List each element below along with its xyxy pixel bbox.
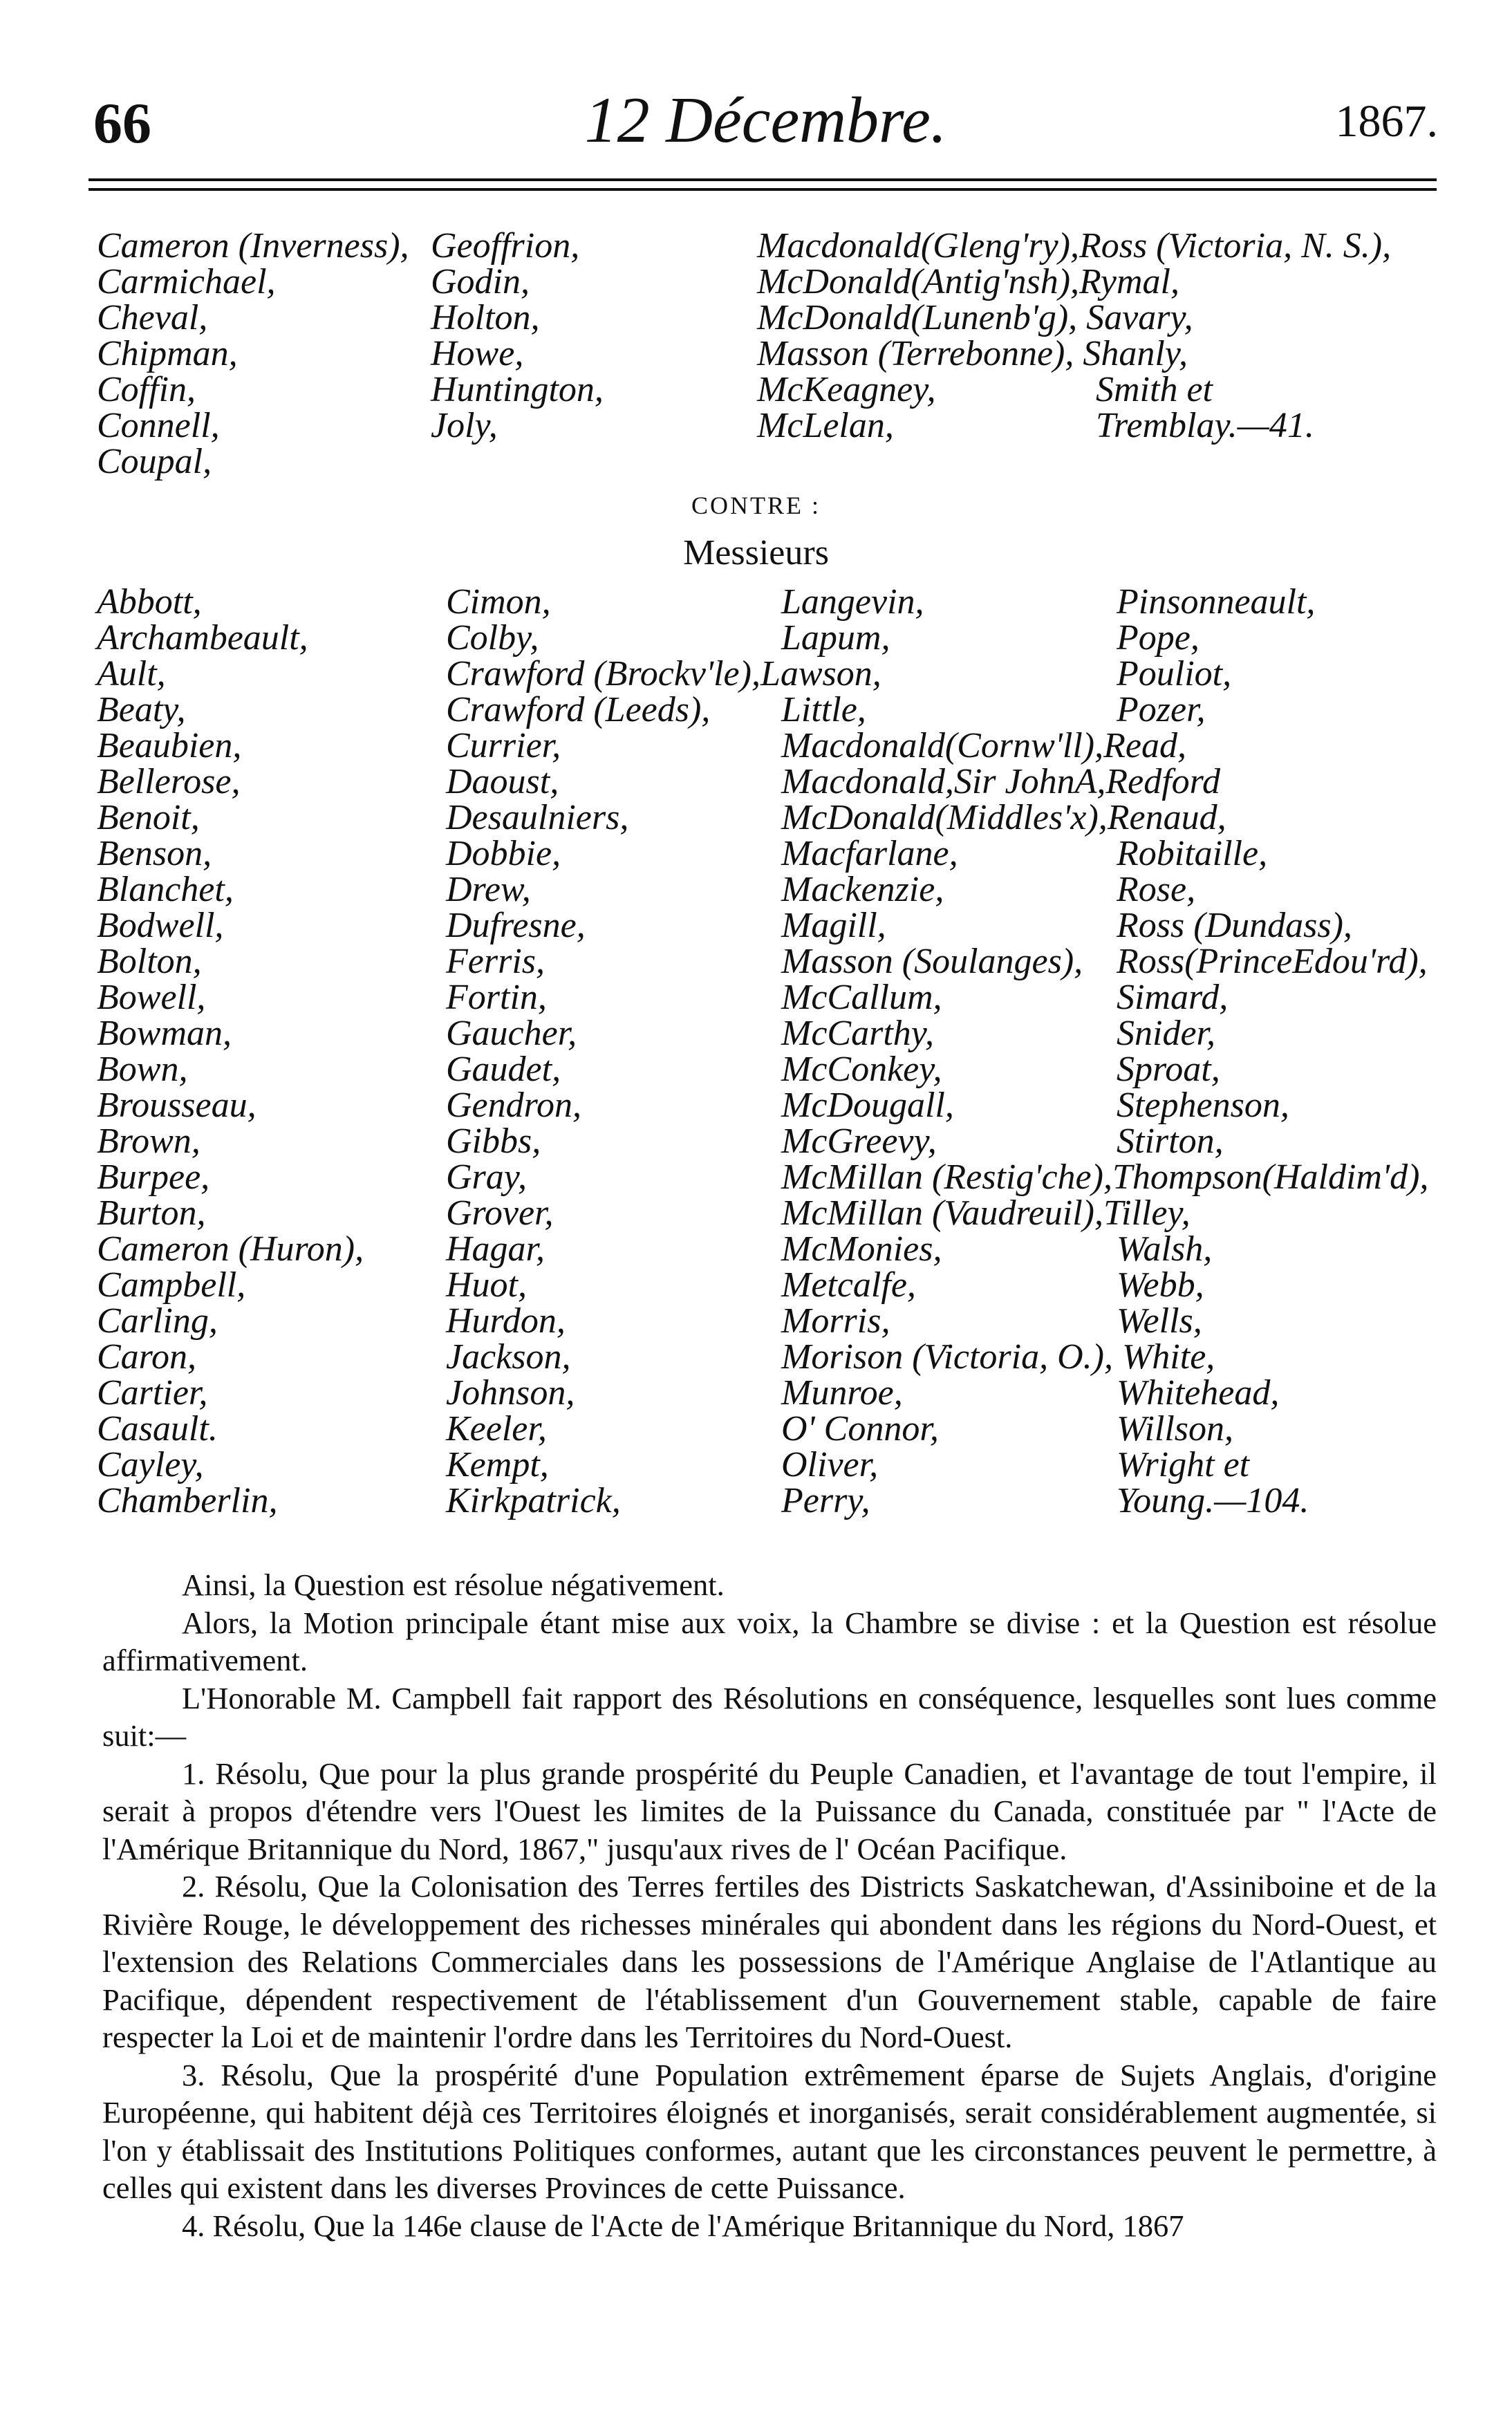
member-name: Snider,: [1117, 1014, 1215, 1053]
member-name: Magill,: [781, 906, 886, 945]
member-name: Willson,: [1117, 1409, 1234, 1449]
member-name: McDonald(Antig'nsh),Rymal,: [757, 262, 1179, 301]
member-name: Munroe,: [781, 1373, 903, 1413]
member-name: Chamberlin,: [97, 1481, 278, 1520]
member-name: Burpee,: [97, 1157, 210, 1197]
member-name: Bolton,: [97, 942, 202, 981]
member-name: Cayley,: [97, 1445, 204, 1484]
member-name: Rose,: [1117, 870, 1196, 909]
page-date: 12 Décembre.: [584, 84, 947, 156]
member-name: Oliver,: [781, 1445, 879, 1484]
member-name: Young.—104.: [1117, 1481, 1309, 1520]
member-name: Beaty,: [97, 690, 186, 729]
member-name: McDougall,: [781, 1086, 954, 1125]
member-name: Tremblay.—41.: [1096, 406, 1314, 445]
member-name: Wright et: [1117, 1445, 1250, 1484]
member-name: Campbell,: [97, 1265, 246, 1305]
member-name: McCarthy,: [781, 1014, 934, 1053]
member-name: Desaulniers,: [446, 798, 629, 837]
member-name: Morris,: [781, 1301, 890, 1341]
header-rule-top: [88, 178, 1437, 181]
member-name: Whitehead,: [1117, 1373, 1280, 1413]
member-name: Carling,: [97, 1301, 218, 1341]
member-name: Bodwell,: [97, 906, 224, 945]
member-name: McDonald(Lunenb'g), Savary,: [757, 298, 1193, 337]
member-name: McKeagney,: [757, 370, 936, 409]
member-name: Daoust,: [446, 762, 559, 801]
member-name: Archambeault,: [97, 618, 308, 658]
member-name: Connell,: [97, 406, 220, 445]
member-name: Cimon,: [446, 582, 551, 622]
member-name: Stirton,: [1117, 1121, 1224, 1161]
member-name: Langevin,: [781, 582, 924, 622]
member-name: Metcalfe,: [781, 1265, 916, 1305]
paragraph: 1. Résolu, Que pour la plus grande prospérité du Peuple Canadien, et l'avantage de tout l'empire, il serait à propos d'étendre vers l'Ouest les limites de la Puissance du Canada, constituée par " l'Acte de l'Amérique Britannique du Nord, 1867," jusqu'aux rives de l' Océan Pacifique.: [102, 1756, 1437, 1866]
member-name: Gaudet,: [446, 1050, 561, 1089]
member-name: Pouliot,: [1117, 654, 1232, 694]
member-name: Dobbie,: [446, 834, 561, 873]
member-name: Hagar,: [446, 1229, 545, 1269]
member-name: Cheval,: [97, 298, 208, 337]
member-name: Crawford (Leeds),: [446, 690, 711, 729]
member-name: McMillan (Vaudreuil),Tilley,: [781, 1193, 1191, 1233]
paragraph: 4. Résolu, Que la 146e clause de l'Acte de l'Amérique Britannique du Nord, 1867: [182, 2208, 1184, 2243]
paragraph: 3. Résolu, Que la prospérité d'une Population extrêmement éparse de Sujets Anglais, d'origine Européenne, qui habitent déjà ces Territoires éloignés et inorganisés, serait considérablement augmentée, si l'on y établissait des Institutions Politiques conformes, autant que les circonstances peuvent le permettre, à celles qui existent dans les diverses Provinces de cette Puissance.: [102, 2057, 1437, 2205]
member-name: Cartier,: [97, 1373, 208, 1413]
member-name: McCallum,: [781, 978, 942, 1017]
member-name: Huntington,: [431, 370, 604, 409]
member-name: Gendron,: [446, 1086, 581, 1125]
member-name: Walsh,: [1117, 1229, 1213, 1269]
member-name: Casault.: [97, 1409, 218, 1449]
member-name: Joly,: [431, 406, 498, 445]
member-name: Fortin,: [446, 978, 547, 1017]
messieurs-heading: Messieurs: [683, 533, 829, 573]
member-name: Jackson,: [446, 1337, 571, 1377]
member-name: Ferris,: [446, 942, 545, 981]
member-name: O' Connor,: [781, 1409, 939, 1449]
resolutions-text: [102, 1566, 1437, 2244]
member-name: Stephenson,: [1117, 1086, 1289, 1125]
member-name: Howe,: [431, 334, 524, 373]
paragraph: Alors, la Motion principale étant mise aux voix, la Chambre se divise : et la Question est résolue affirmativement.: [102, 1605, 1437, 1677]
page-header: [93, 83, 1438, 159]
header-rule-bottom: [88, 188, 1437, 191]
member-name: Dufresne,: [446, 906, 586, 945]
member-name: Bellerose,: [97, 762, 241, 801]
member-name: Little,: [781, 690, 866, 729]
member-name: Sproat,: [1117, 1050, 1220, 1089]
member-name: Robitaille,: [1117, 834, 1268, 873]
member-name: Cameron (Huron),: [97, 1229, 364, 1269]
member-name: Macdonald(Gleng'ry),Ross (Victoria, N. S.),: [757, 226, 1392, 266]
member-name: Coffin,: [97, 370, 196, 409]
member-name: Masson (Terrebonne), Shanly,: [757, 334, 1188, 373]
member-name: Geoffrion,: [431, 226, 580, 266]
member-name: Cameron (Inverness),: [97, 226, 409, 266]
member-name: Keeler,: [446, 1409, 547, 1449]
member-name: Chipman,: [97, 334, 238, 373]
member-name: Pope,: [1117, 618, 1200, 658]
member-name: Ault,: [97, 654, 166, 694]
member-name: Gray,: [446, 1157, 527, 1197]
member-name: Burton,: [97, 1193, 206, 1233]
member-name: Coupal,: [97, 442, 212, 481]
member-name: Pozer,: [1117, 690, 1206, 729]
page-year: 1867.: [1335, 96, 1438, 147]
member-name: Macdonald,Sir JohnA,Redford: [781, 762, 1220, 801]
member-name: Beaubien,: [97, 726, 242, 765]
member-name: Bowman,: [97, 1014, 232, 1053]
member-name: Perry,: [781, 1481, 870, 1520]
member-name: Carmichael,: [97, 262, 276, 301]
member-name: Mackenzie,: [781, 870, 944, 909]
member-name: Macfarlane,: [781, 834, 958, 873]
member-name: Ross (Dundass),: [1117, 906, 1352, 945]
member-name: McConkey,: [781, 1050, 942, 1089]
member-name: Lapum,: [781, 618, 890, 658]
member-name: Webb,: [1117, 1265, 1204, 1305]
member-name: Wells,: [1117, 1301, 1202, 1341]
member-name: Gibbs,: [446, 1121, 541, 1161]
member-name: McGreevy,: [781, 1121, 937, 1161]
member-name: Caron,: [97, 1337, 196, 1377]
paragraph: L'Honorable M. Campbell fait rapport des Résolutions en conséquence, lesquelles sont lues comme suit:—: [102, 1680, 1437, 1753]
member-name: Bown,: [97, 1050, 188, 1089]
member-name: Brousseau,: [97, 1086, 256, 1125]
member-name: Simard,: [1117, 978, 1229, 1017]
member-name: McDonald(Middles'x),Renaud,: [781, 798, 1226, 837]
member-name: Benson,: [97, 834, 212, 873]
member-name: Brown,: [97, 1121, 200, 1161]
member-name: Currier,: [446, 726, 561, 765]
member-name: Masson (Soulanges),: [781, 942, 1083, 981]
member-name: Blanchet,: [97, 870, 234, 909]
member-name: Morison (Victoria, O.), White,: [781, 1337, 1215, 1377]
member-name: McMillan (Restig'che),Thompson(Haldim'd),: [781, 1157, 1429, 1197]
member-name: Colby,: [446, 618, 539, 658]
member-name: Drew,: [446, 870, 531, 909]
member-name: Gaucher,: [446, 1014, 577, 1053]
member-name: Godin,: [431, 262, 530, 301]
member-name: Grover,: [446, 1193, 554, 1233]
member-name: Johnson,: [446, 1373, 575, 1413]
member-name: Kirkpatrick,: [446, 1481, 621, 1520]
member-name: Crawford (Brockv'le),Lawson,: [446, 654, 881, 694]
member-name: Huot,: [446, 1265, 527, 1305]
member-name: Pinsonneault,: [1117, 582, 1316, 622]
member-name: Kempt,: [446, 1445, 549, 1484]
member-name: Hurdon,: [446, 1301, 566, 1341]
member-name: Bowell,: [97, 978, 206, 1017]
contre-heading: CONTRE :: [691, 492, 821, 519]
member-name: McMonies,: [781, 1229, 942, 1269]
member-name: McLelan,: [757, 406, 894, 445]
member-name: Ross(PrinceEdou'rd),: [1117, 942, 1428, 981]
paragraph: 2. Résolu, Que la Colonisation des Terres fertiles des Districts Saskatchewan, d'Assiniboine et de la Rivière Rouge, le développement des richesses minérales qui abondent dans les régions du Nord-Ouest, et l'extension des Relations Commerciales dans les possessions de l'Amérique Anglaise de l'Atlantique au Pacifique, dépendent respectivement de l'établissement d'un Gouvernement stable, capable de faire respecter la Loi et de maintenir l'ordre dans les Territoires du Nord-Ouest.: [102, 1869, 1437, 2054]
paragraph: Ainsi, la Question est résolue négativement.: [182, 1567, 725, 1602]
member-name: Holton,: [431, 298, 540, 337]
member-name: Benoit,: [97, 798, 200, 837]
member-name: Macdonald(Cornw'll),Read,: [781, 726, 1186, 765]
member-name: Abbott,: [97, 582, 202, 622]
page-number: 66: [93, 91, 151, 156]
member-name: Smith et: [1096, 370, 1213, 409]
